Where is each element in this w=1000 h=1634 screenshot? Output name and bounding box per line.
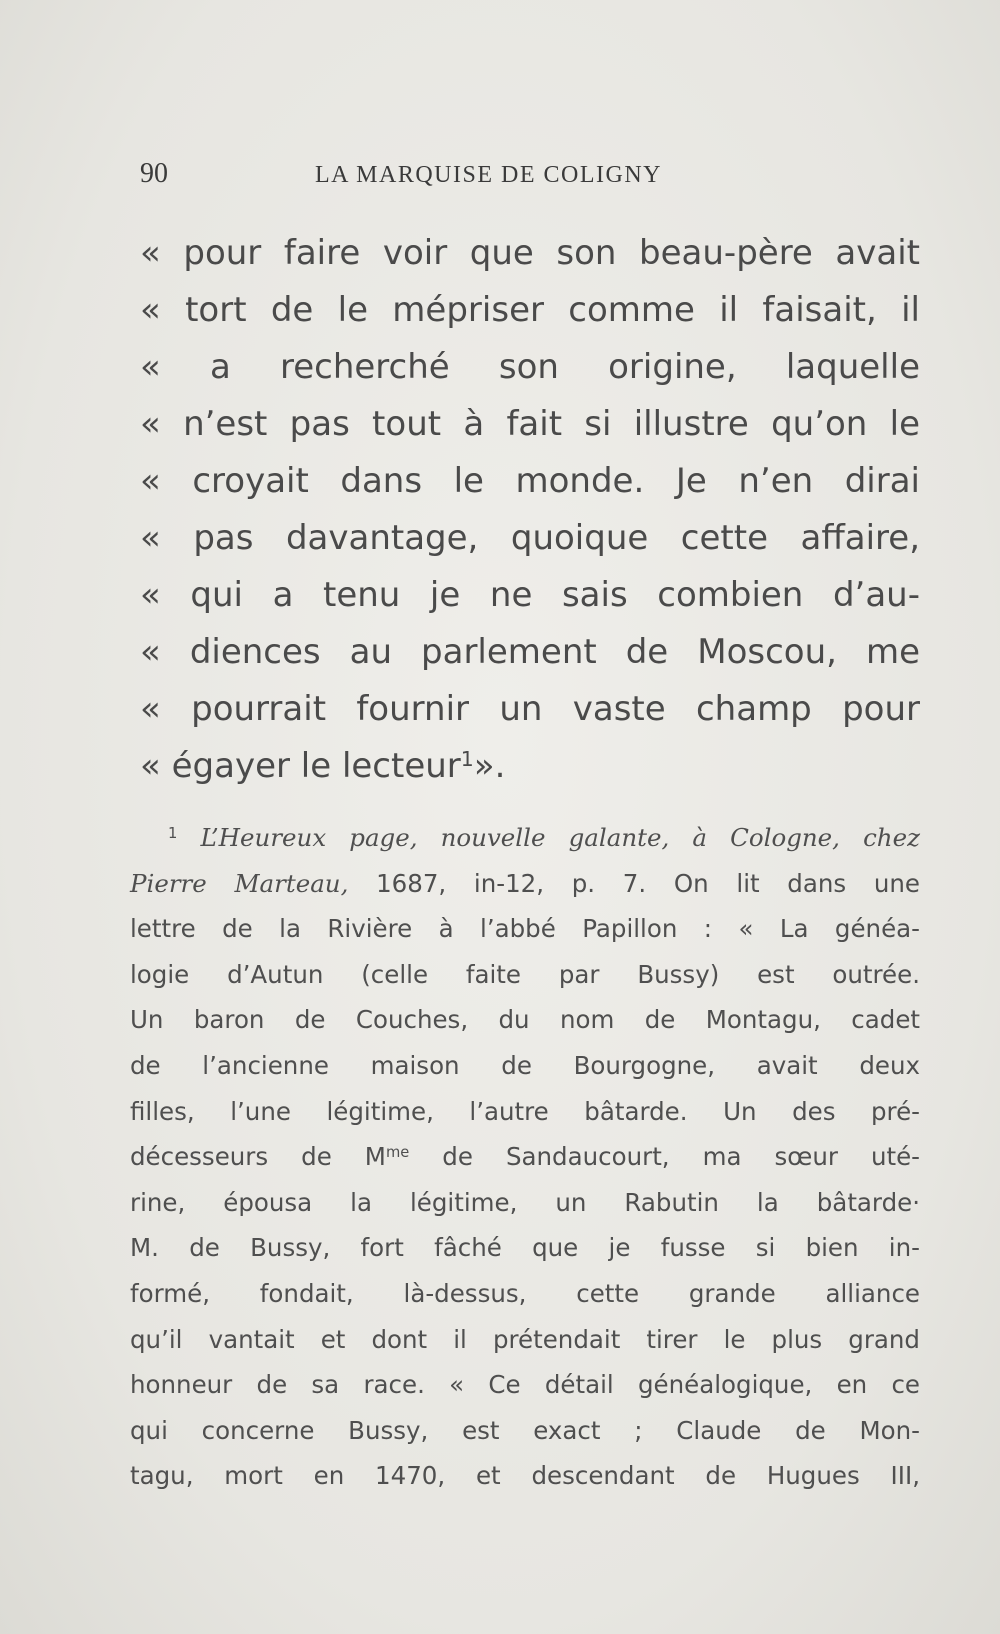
footnote-reference: 1: [460, 746, 474, 771]
text-line: « pas davantage, quoique cette affaire,: [140, 518, 920, 558]
last-line-text: « égayer le lecteur: [140, 746, 461, 786]
footnote-text: décesseurs de M: [130, 1142, 386, 1172]
footnote-citation-title: L’Heureux page, nouvelle galante, à Cologne, chez: [200, 823, 920, 852]
footnote-line: [130, 815, 920, 861]
footnote-line: [130, 861, 920, 907]
footnote-line: [130, 1134, 920, 1180]
footnote-line: qui concerne Bussy, est exact ; Claude de Mon-: [130, 1415, 920, 1445]
footnote-line: de l’ancienne maison de Bourgogne, avait deux: [130, 1050, 920, 1080]
superscript-abbreviation: me: [385, 1144, 410, 1162]
footnote-line: honneur de sa race. « Ce détail généalogique, en ce: [130, 1370, 920, 1400]
footnote-line: Un baron de Couches, du nom de Montagu, cadet: [130, 1005, 920, 1035]
footnote-text: de Sandaucourt, ma sœur uté-: [409, 1142, 920, 1172]
running-title: LA MARQUISE DE COLIGNY: [315, 162, 662, 188]
text-line: « qui a tenu je ne sais combien d’au-: [140, 575, 920, 615]
page-header: [140, 158, 750, 198]
text-line: « croyait dans le monde. Je n’en dirai: [140, 461, 920, 501]
page-number: 90: [140, 158, 168, 189]
main-text-block: [140, 225, 920, 795]
last-line-end: ».: [473, 746, 506, 786]
footnote-line: filles, l’une légitime, l’autre bâtarde. Un des pré-: [130, 1096, 920, 1126]
text-line: « a recherché son origine, laquelle: [140, 347, 920, 387]
footnote-line: rine, épousa la légitime, un Rabutin la bâtarde·: [130, 1187, 920, 1217]
text-line: « n’est pas tout à fait si illustre qu’on le: [140, 404, 920, 444]
text-line-last: [140, 738, 920, 795]
footnote-line: M. de Bussy, fort fâché que je fusse si bien in-: [130, 1233, 920, 1263]
text-line: « diences au parlement de Moscou, me: [140, 632, 920, 672]
footnote-citation-details: 1687, in-12, p. 7. On lit dans une: [348, 868, 920, 898]
text-line: « pour faire voir que son beau-père avait: [140, 233, 920, 273]
footnote-citation-publisher: Pierre Marteau,: [130, 868, 349, 898]
footnote-block: [130, 815, 920, 1499]
footnote-line: tagu, mort en 1470, et descendant de Hugues III,: [130, 1461, 920, 1491]
text-line: « pourrait fournir un vaste champ pour: [140, 689, 920, 729]
footnote-line: lettre de la Rivière à l’abbé Papillon : « La généa-: [130, 914, 920, 944]
footnote-line: qu’il vantait et dont il prétendait tirer le plus grand: [130, 1324, 920, 1354]
footnote-marker: 1: [168, 824, 178, 842]
footnote-line: logie d’Autun (celle faite par Bussy) est outrée.: [130, 959, 920, 989]
footnote-line: formé, fondait, là-dessus, cette grande alliance: [130, 1278, 920, 1308]
text-line: « tort de le mépriser comme il faisait, il: [140, 290, 920, 330]
